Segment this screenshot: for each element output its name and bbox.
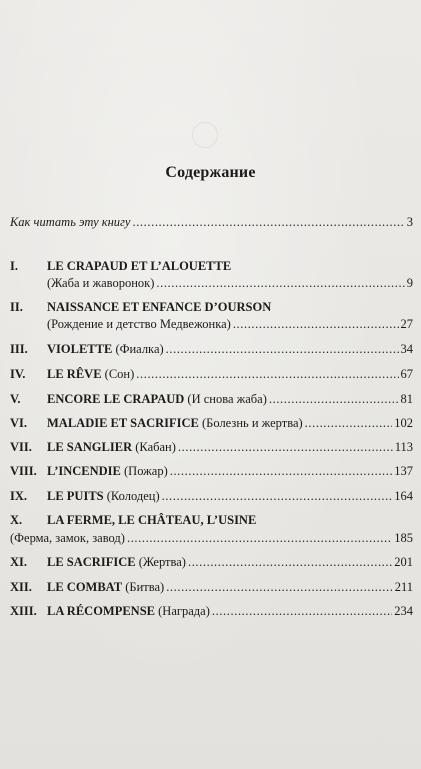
chapter-title-fr: L’INCENDIE	[47, 464, 121, 478]
chapter-title-ru: (Жертва)	[138, 555, 186, 569]
chapter-number: VI.	[10, 416, 28, 430]
leader-dots	[212, 602, 392, 620]
chapter-page: 102	[394, 416, 413, 430]
chapter-title-ru: (Болезнь и жертва)	[202, 416, 303, 430]
toc-entry-7	[10, 438, 413, 456]
chapter-number: XII.	[10, 580, 32, 594]
toc-entry-1-title-line	[10, 257, 413, 275]
chapter-page: 9	[406, 276, 413, 290]
toc-intro-page: 3	[406, 215, 413, 229]
chapter-title-ru: (Награда)	[158, 604, 210, 618]
toc-entry-10-title-line	[10, 511, 413, 529]
chapter-title-ru: (И снова жаба)	[187, 392, 267, 406]
chapter-number: II.	[10, 300, 23, 314]
toc-entry-1-sub-line	[10, 274, 413, 292]
chapter-title-fr: LE COMBAT	[47, 580, 123, 594]
toc-entry-8	[10, 462, 413, 480]
chapter-number: X.	[10, 513, 23, 527]
chapter-page: 34	[400, 342, 413, 356]
chapter-title-ru: (Рождение и детство Медвежонка)	[47, 317, 231, 331]
chapter-number: III.	[10, 342, 28, 356]
chapter-title-fr: LA FERME, LE CHÂTEAU, L’USINE	[47, 513, 257, 527]
chapter-title-ru: (Ферма, замок, завод)	[10, 531, 125, 545]
leader-dots	[127, 529, 392, 547]
leader-dots	[305, 414, 393, 432]
leader-dots	[156, 274, 404, 292]
leader-dots	[178, 438, 393, 456]
toc-entry-12	[10, 578, 413, 596]
toc-entry-4	[10, 365, 413, 383]
chapter-number: VII.	[10, 440, 32, 454]
chapter-number: IV.	[10, 367, 26, 381]
chapter-title-fr: ENCORE LE CRAPAUD	[47, 392, 185, 406]
leader-dots	[132, 213, 404, 231]
contents-heading: Содержание	[165, 164, 256, 181]
chapter-title-ru: (Кабан)	[135, 440, 176, 454]
chapter-title-fr: LE SACRIFICE	[47, 555, 136, 569]
chapter-title-ru: (Битва)	[125, 580, 165, 594]
chapter-number: V.	[10, 392, 21, 406]
chapter-title-ru: (Фиалка)	[115, 342, 164, 356]
leader-dots	[136, 365, 398, 383]
chapter-number: XI.	[10, 555, 28, 569]
leader-dots	[188, 553, 392, 571]
chapter-number: I.	[10, 259, 18, 273]
chapter-title-fr: VIOLETTE	[47, 342, 113, 356]
toc-entry-10-sub-line	[10, 529, 413, 547]
toc-entry-3	[10, 340, 413, 358]
toc-intro	[10, 213, 413, 231]
leader-dots	[166, 340, 399, 358]
toc-entry-9	[10, 487, 413, 505]
toc-entry-6	[10, 414, 413, 432]
chapter-page: 67	[400, 367, 413, 381]
chapter-title-fr: LE PUITS	[47, 489, 104, 503]
chapter-title-fr: NAISSANCE ET ENFANCE D’OURSON	[47, 300, 272, 314]
chapter-page: 81	[400, 392, 413, 406]
chapter-title-fr: LE SANGLIER	[47, 440, 133, 454]
chapter-title-ru: (Колодец)	[106, 489, 160, 503]
chapter-number: IX.	[10, 489, 28, 503]
toc-intro-title: Как читать эту книгу	[10, 215, 131, 229]
chapter-title-ru: (Жаба и жаворонок)	[47, 276, 155, 290]
leader-dots	[170, 462, 393, 480]
toc-entry-5	[10, 390, 413, 408]
chapter-title-fr: LA RÉCOMPENSE	[47, 604, 156, 618]
leader-dots	[233, 315, 399, 333]
toc-entry-13	[10, 602, 413, 620]
chapter-page: 185	[394, 531, 413, 545]
bleed-through-mark	[192, 122, 218, 148]
chapter-title-ru: (Сон)	[104, 367, 135, 381]
leader-dots	[166, 578, 393, 596]
chapter-title-fr: LE CRAPAUD ET L’ALOUETTE	[47, 259, 232, 273]
chapter-page: 137	[394, 464, 413, 478]
chapter-title-ru: (Пожар)	[124, 464, 168, 478]
leader-dots	[269, 390, 399, 408]
chapter-title-fr: MALADIE ET SACRIFICE	[47, 416, 199, 430]
toc-entry-11	[10, 553, 413, 571]
chapter-number: XIII.	[10, 604, 37, 618]
chapter-page: 201	[394, 555, 413, 569]
chapter-page: 234	[394, 604, 413, 618]
chapter-page: 27	[400, 317, 413, 331]
chapter-number: VIII.	[10, 464, 37, 478]
toc-entry-2-sub-line	[10, 315, 413, 333]
leader-dots	[162, 487, 393, 505]
chapter-page: 211	[394, 580, 413, 594]
chapter-title-fr: LE RÊVE	[47, 367, 102, 381]
chapter-page: 164	[394, 489, 413, 503]
toc-entry-2-title-line	[10, 298, 413, 316]
chapter-page: 113	[394, 440, 413, 454]
